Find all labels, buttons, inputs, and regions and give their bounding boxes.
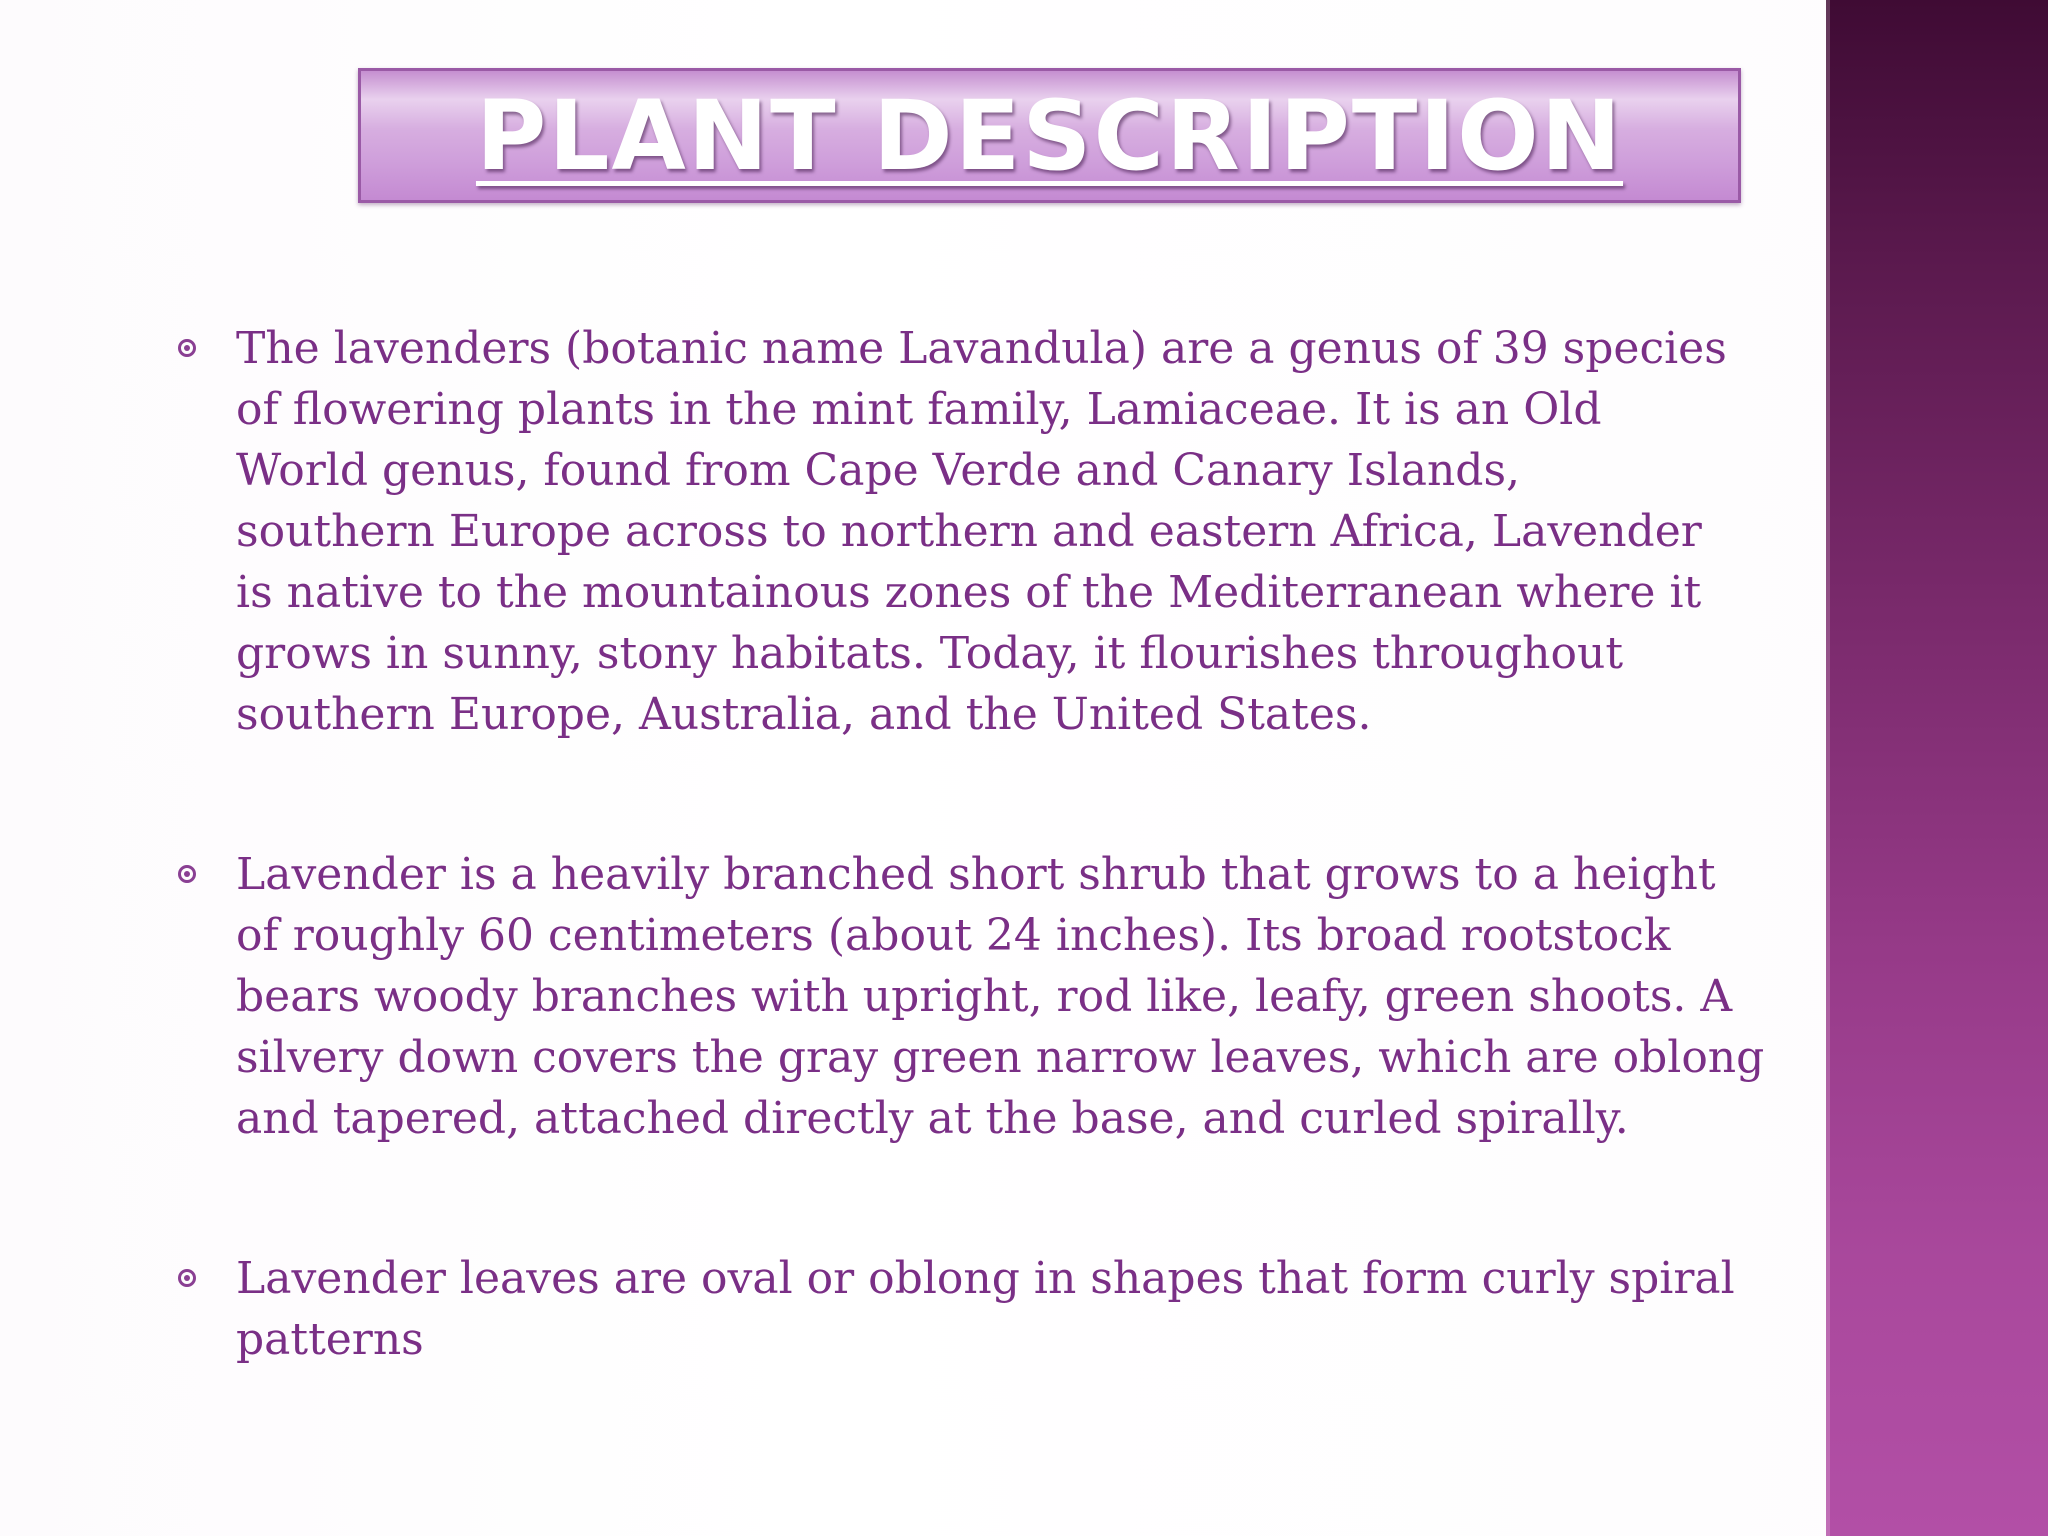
circled-dot-bullet-icon [178,1269,196,1287]
bullet-text: Lavender is a heavily branched short shrub that grows to a height of roughly 60 centimeters (about 24 inches). Its broad rootstock bears woody branches with upright, rod like, leafy, green shoots. A silvery down covers the gray green narrow leaves, which are oblong and tapered, attached directly at the base, and curled spirally. [236,849,1765,1144]
bullet-item [172,844,1772,1149]
bullet-item [172,1248,1772,1370]
bullet-item [172,318,1772,745]
circled-dot-bullet-icon [178,339,196,357]
circled-dot-bullet-icon [178,865,196,883]
bullet-text: Lavender leaves are oval or oblong in shapes that form curly spiral patterns [236,1253,1735,1365]
bullet-list [172,318,1772,1370]
decorative-side-bar [1826,0,2048,1536]
title-banner [358,68,1741,203]
slide-title: PLANT DESCRIPTION [475,79,1624,192]
bullet-text: The lavenders (botanic name Lavandula) are a genus of 39 species of flowering plants in the mint family, Lamiaceae. It is an Old World genus, found from Cape Verde and Canary Islands, southern Europe across to northern and eastern Africa, Lavender is native to the mountainous zones of the Mediterranean where it grows in sunny, stony habitats. Today, it flourishes throughout southern Europe, Australia, and the United States. [236,323,1727,740]
